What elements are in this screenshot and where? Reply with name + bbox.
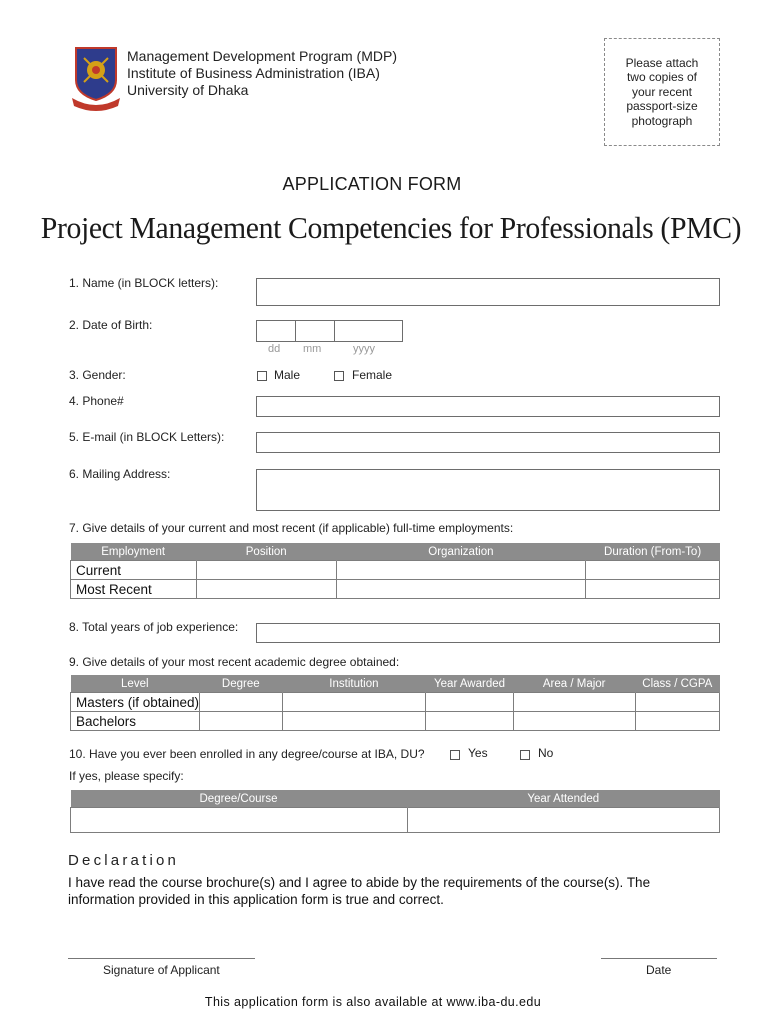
name-field[interactable] <box>256 278 720 306</box>
table-header-row <box>71 675 720 693</box>
table-cell[interactable] <box>513 693 635 712</box>
date-label: Date <box>646 963 672 977</box>
female-label: Female <box>352 368 393 382</box>
yes-checkbox[interactable] <box>450 750 460 760</box>
dob-day-field[interactable] <box>256 320 296 342</box>
table-cell[interactable] <box>635 693 719 712</box>
column-header: Degree <box>200 675 282 693</box>
female-checkbox[interactable] <box>334 371 344 381</box>
column-header: Class / CGPA <box>635 675 719 693</box>
footer-note: This application form is also available at www.iba-du.edu <box>204 995 542 1009</box>
employment-table <box>70 543 720 599</box>
photo-note: Please attach two copies of your recent passport-size photograph <box>625 55 699 128</box>
column-header: Year Awarded <box>426 675 513 693</box>
column-header: Employment <box>71 543 197 561</box>
declaration-text: I have read the course brochure(s) and I agree to abide by the requirements of the course(s). The information provided in this application form is true and correct. <box>68 875 651 907</box>
table-header-row <box>71 543 720 561</box>
dob-month-hint: mm <box>303 343 322 355</box>
table-row <box>71 712 720 731</box>
column-header: Institution <box>282 675 426 693</box>
enrollment-followup-label: If yes, please specify: <box>69 769 184 783</box>
table-cell[interactable] <box>586 580 720 599</box>
table-cell[interactable] <box>200 712 282 731</box>
table-cell[interactable] <box>635 712 719 731</box>
no-checkbox[interactable] <box>520 750 530 760</box>
enrollment-label: 10. Have you ever been enrolled in any degree/course at IBA, DU? <box>69 747 425 761</box>
dob-month-field[interactable] <box>295 320 335 342</box>
email-label: 5. E-mail (in BLOCK Letters): <box>69 430 225 444</box>
table-row <box>71 693 720 712</box>
table-cell[interactable] <box>513 712 635 731</box>
gender-label: 3. Gender: <box>69 368 126 382</box>
column-header: Year Attended <box>407 790 720 808</box>
table-row <box>71 808 720 833</box>
email-field[interactable] <box>256 432 720 453</box>
form-type-heading: APPLICATION FORM <box>282 174 462 194</box>
column-header: Degree/Course <box>71 790 408 808</box>
address-label: 6. Mailing Address: <box>69 467 171 481</box>
column-header: Organization <box>336 543 586 561</box>
column-header: Area / Major <box>513 675 635 693</box>
table-row <box>71 580 720 599</box>
date-line[interactable] <box>601 958 717 959</box>
dob-year-hint: yyyy <box>353 343 375 355</box>
dob-year-field[interactable] <box>334 320 403 342</box>
table-cell[interactable] <box>586 561 720 580</box>
table-cell[interactable] <box>336 580 586 599</box>
row-label: Masters (if obtained) <box>71 693 200 712</box>
employment-label: 7. Give details of your current and most recent (if applicable) full-time employments: <box>69 521 514 535</box>
address-field[interactable] <box>256 469 720 511</box>
org-line: Institute of Business Administration (IBA) <box>127 65 380 81</box>
table-cell[interactable] <box>71 808 408 833</box>
table-row <box>71 561 720 580</box>
table-cell[interactable] <box>200 693 282 712</box>
signature-label: Signature of Applicant <box>103 963 220 977</box>
column-header: Level <box>71 675 200 693</box>
table-cell[interactable] <box>196 561 336 580</box>
row-label: Current <box>71 561 197 580</box>
yes-label: Yes <box>468 746 488 760</box>
table-cell[interactable] <box>282 712 426 731</box>
table-cell[interactable] <box>336 561 586 580</box>
org-line: Management Development Program (MDP) <box>127 48 397 64</box>
table-cell[interactable] <box>282 693 426 712</box>
photo-attachment-box[interactable] <box>604 38 720 146</box>
male-checkbox[interactable] <box>257 371 267 381</box>
university-crest-icon <box>70 46 122 112</box>
phone-label: 4. Phone# <box>69 394 124 408</box>
male-label: Male <box>274 368 301 382</box>
signature-line[interactable] <box>68 958 255 959</box>
table-header-row <box>71 790 720 808</box>
declaration-heading: Declaration <box>68 852 180 869</box>
row-label: Most Recent <box>71 580 197 599</box>
table-cell[interactable] <box>196 580 336 599</box>
academic-table <box>70 675 720 731</box>
academic-label: 9. Give details of your most recent academic degree obtained: <box>69 655 400 669</box>
dob-day-hint: dd <box>268 343 281 355</box>
table-cell[interactable] <box>426 693 513 712</box>
course-title: Project Management Competencies for Professionals (PMC) <box>40 210 742 245</box>
experience-field[interactable] <box>256 623 720 643</box>
course-table <box>70 790 720 833</box>
org-line: University of Dhaka <box>127 82 249 98</box>
table-cell[interactable] <box>426 712 513 731</box>
phone-field[interactable] <box>256 396 720 417</box>
name-label: 1. Name (in BLOCK letters): <box>69 276 219 290</box>
no-label: No <box>538 746 554 760</box>
experience-label: 8. Total years of job experience: <box>69 620 239 634</box>
column-header: Position <box>196 543 336 561</box>
column-header: Duration (From-To) <box>586 543 720 561</box>
organization-name <box>127 48 397 99</box>
table-cell[interactable] <box>407 808 720 833</box>
dob-label: 2. Date of Birth: <box>69 318 153 332</box>
row-label: Bachelors <box>71 712 200 731</box>
